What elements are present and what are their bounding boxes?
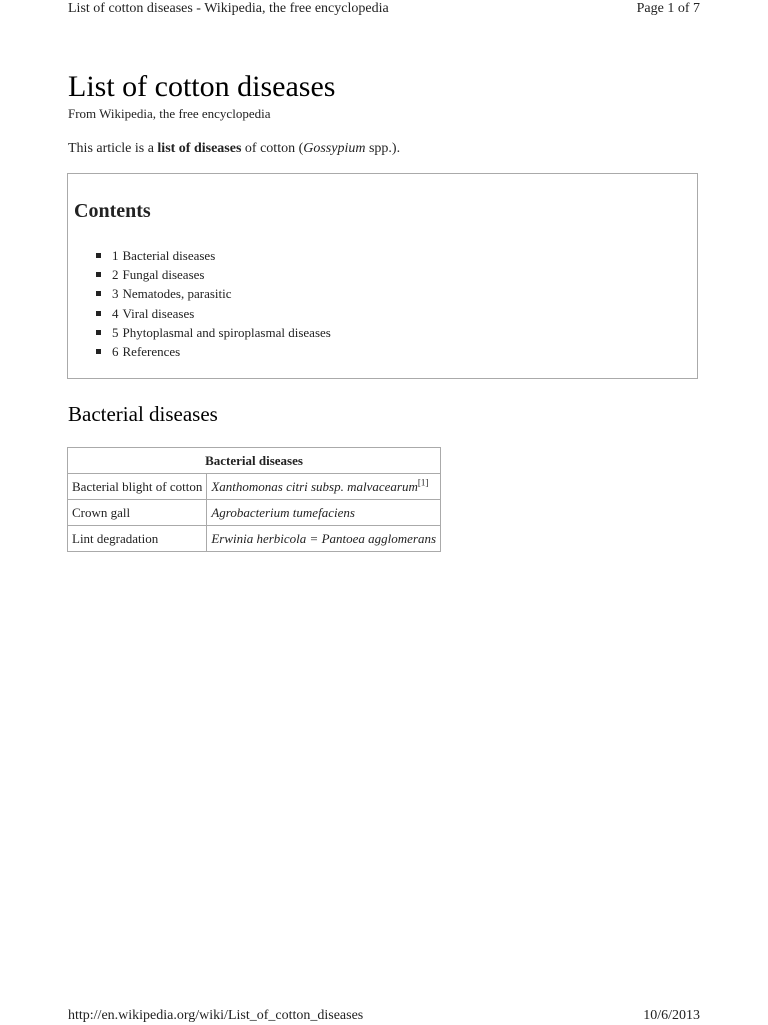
pathogen-name[interactable]: Erwinia herbicola = Pantoea agglomerans — [211, 530, 437, 546]
intro-genus-name: Gossypium — [303, 141, 366, 156]
reference-link[interactable]: [1] — [417, 477, 429, 488]
toc-item-phytoplasmal-spiroplasmal-diseases[interactable] — [94, 323, 331, 342]
table-header-row — [68, 448, 441, 474]
table-of-contents — [67, 173, 698, 379]
toc-item-bacterial-diseases[interactable] — [94, 246, 331, 265]
disease-name-cell: Crown gall — [68, 500, 207, 526]
disease-name-cell: Bacterial blight of cotton — [68, 474, 207, 500]
toc-item-label: Viral diseases — [122, 305, 195, 321]
print-footer-date: 10/6/2013 — [643, 1008, 700, 1023]
site-subtitle: From Wikipedia, the free encyclopedia — [68, 106, 271, 121]
pathogen-name[interactable]: Xanthomonas citri subsp. malvacearum — [211, 478, 418, 494]
intro-link-list-of-diseases[interactable]: list of diseases — [157, 141, 242, 156]
toc-item-number: 4 — [112, 305, 119, 321]
toc-item-references[interactable] — [94, 342, 331, 361]
toc-item-label: References — [122, 344, 181, 360]
table-row — [68, 500, 441, 526]
toc-item-number: 2 — [112, 267, 119, 283]
pathogen-cell — [207, 526, 441, 552]
pathogen-name[interactable]: Agrobacterium tumefaciens — [211, 504, 355, 520]
table-row — [68, 526, 441, 552]
table-row — [68, 474, 441, 500]
toc-item-label: Fungal diseases — [122, 267, 205, 283]
intro-text-prefix: This article is a — [68, 141, 158, 156]
toc-item-fungal-diseases[interactable] — [94, 265, 331, 284]
disease-name-cell: Lint degradation — [68, 526, 207, 552]
intro-text-suffix: spp.). — [365, 141, 401, 156]
toc-item-number: 1 — [112, 248, 119, 263]
toc-item-viral-diseases[interactable] — [94, 304, 331, 323]
print-header-title: List of cotton diseases - Wikipedia, the free encyclopedia — [68, 1, 389, 16]
page-title: List of cotton diseases — [68, 70, 336, 103]
bacterial-diseases-table — [67, 447, 441, 552]
pathogen-cell — [207, 474, 441, 500]
toc-title: Contents — [74, 200, 151, 222]
print-header-page-number: Page 1 of 7 — [636, 1, 700, 16]
toc-item-nematodes-parasitic[interactable] — [94, 284, 331, 303]
toc-item-number: 6 — [112, 344, 119, 360]
section-heading-bacterial-diseases: Bacterial diseases — [68, 402, 218, 426]
pathogen-cell — [207, 500, 441, 526]
toc-item-label: Bacterial diseases — [122, 248, 216, 263]
toc-item-number: 3 — [112, 286, 119, 302]
intro-text-middle: of cotton ( — [241, 141, 304, 156]
toc-item-label: Nematodes, parasitic — [122, 286, 232, 302]
toc-list — [94, 246, 331, 361]
toc-item-number: 5 — [112, 324, 119, 340]
toc-item-label: Phytoplasmal and spiroplasmal diseases — [122, 324, 331, 340]
print-footer-url: http://en.wikipedia.org/wiki/List_of_cotton_diseases — [68, 1008, 364, 1023]
intro-paragraph — [68, 139, 400, 159]
table-caption: Bacterial diseases — [68, 448, 441, 474]
